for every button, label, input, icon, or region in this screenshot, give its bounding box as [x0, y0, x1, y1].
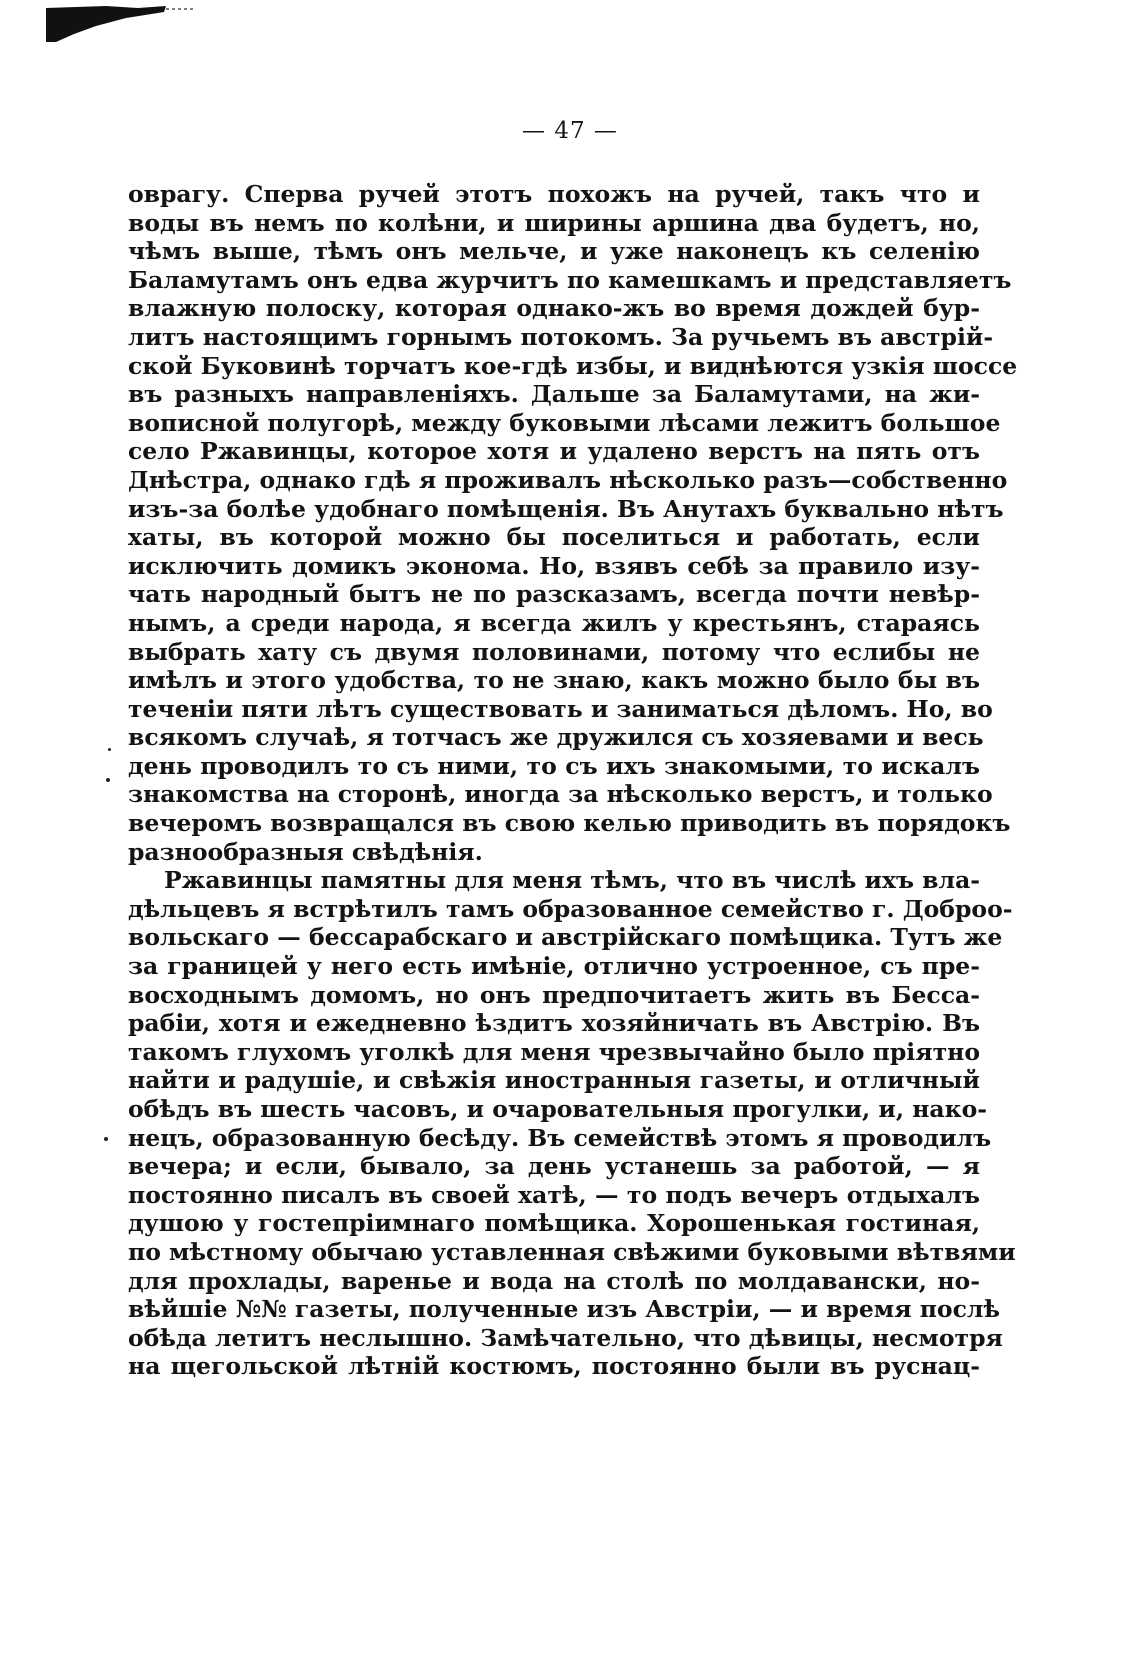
page-number: — 47 —	[522, 118, 618, 144]
text-line: обѣда летитъ неслышно. Замѣчательно, что дѣвицы, несмотря	[128, 1323, 1003, 1352]
text-line: Днѣстра, однако гдѣ я проживалъ нѣсколько разъ—собственно	[128, 465, 1008, 494]
text-line: вечера; и если, бывало, за день устанешь за работой, — я	[128, 1152, 980, 1181]
text-line: воды въ немъ по колѣни, и ширины аршина два будетъ, но,	[128, 208, 980, 237]
text-line: нымъ, а среди народа, я всегда жилъ у крестьянъ, стараясь	[128, 608, 980, 637]
text-line: всякомъ случаѣ, я тотчасъ же дружился съ хозяевами и весь	[128, 723, 984, 752]
scan-speck	[104, 1137, 108, 1141]
text-line: душою у гостепріимнаго помѣщика. Хорошенькая гостиная,	[128, 1209, 980, 1238]
text-line: для прохлады, варенье и вода на столѣ по молдавански, но-	[128, 1266, 980, 1295]
text-line: Баламутамъ онъ едва журчитъ по камешкамъ и представляетъ	[128, 265, 1012, 294]
text-line: ской Буковинѣ торчатъ кое-гдѣ избы, и виднѣются узкія шоссе	[128, 351, 1018, 380]
text-line: такомъ глухомъ уголкѣ для меня чрезвычайно было пріятно	[128, 1037, 981, 1066]
text-line: вѣйшіе №№ газеты, полученные изъ Австріи, — и время послѣ	[128, 1295, 1001, 1324]
paragraph	[128, 180, 1018, 866]
text-line: село Ржавинцы, которое хотя и удалено верстъ на пять отъ	[128, 437, 980, 466]
text-line: имѣлъ и этого удобства, то не знаю, какъ можно было бы въ	[128, 666, 980, 695]
text-line: чѣмъ выше, тѣмъ онъ мельче, и уже наконецъ къ селенію	[128, 237, 980, 266]
text-line: обѣдъ въ шесть часовъ, и очаровательныя прогулки, и, нако-	[128, 1095, 988, 1123]
text-line: чать народный бытъ не по разсказамъ, всегда почти невѣр-	[128, 580, 980, 609]
text-line: хаты, въ которой можно бы поселиться и работать, если	[128, 523, 980, 552]
text-line: исключить домикъ эконома. Но, взявъ себѣ за правило изу-	[128, 551, 980, 580]
text-line: рабіи, хотя и ежедневно ѣздитъ хозяйничать въ Австрію. Въ	[128, 1009, 980, 1038]
paragraph	[128, 866, 1016, 1381]
text-line: вольскаго — бессарабскаго и австрійскаго помѣщика. Тутъ же	[128, 923, 1003, 952]
text-line: на щегольской лѣтній костюмъ, постоянно были въ руснац-	[128, 1352, 980, 1381]
text-line: нецъ, образованную бесѣду. Въ семействѣ этомъ я проводилъ	[128, 1123, 992, 1152]
text-line: оврагу. Сперва ручей этотъ похожъ на ручей, такъ что и	[128, 180, 980, 208]
scan-artifact-mark	[46, 4, 196, 44]
text-line: за границей у него есть имѣніе, отлично устроенное, съ пре-	[128, 952, 980, 981]
text-line: влажную полоску, которая однако-жъ во время дождей бур-	[128, 294, 980, 323]
text-line: вописной полугорѣ, между буковыми лѣсами лежитъ большое	[128, 408, 1001, 437]
text-line: восходнымъ домомъ, но онъ предпочитаетъ жить въ Бесса-	[128, 980, 980, 1009]
text-line: знакомства на сторонѣ, иногда за нѣсколько верстъ, и только	[128, 780, 993, 809]
text-line: въ разныхъ направленіяхъ. Дальше за Баламутами, на жи-	[128, 380, 980, 409]
text-line: найти и радушіе, и свѣжія иностранныя газеты, и отличный	[128, 1066, 980, 1095]
text-line: постоянно писалъ въ своей хатѣ, — то подъ вечеръ отдыхалъ	[128, 1180, 980, 1209]
text-line: разнообразныя свѣдѣнія.	[128, 837, 483, 866]
text-line: вечеромъ возвращался въ свою келью приводить въ порядокъ	[128, 809, 1011, 838]
text-line: литъ настоящимъ горнымъ потокомъ. За ручьемъ въ австрій-	[128, 322, 994, 351]
text-line: Ржавинцы памятны для меня тѣмъ, что въ числѣ ихъ вла-	[164, 866, 981, 895]
text-line: день проводилъ то съ ними, то съ ихъ знакомыми, то искалъ	[128, 751, 980, 780]
scan-speck	[106, 778, 110, 782]
text-line: теченіи пяти лѣтъ существовать и заниматься дѣломъ. Но, во	[128, 694, 993, 723]
text-line: по мѣстному обычаю уставленная свѣжими буковыми вѣтвями	[128, 1237, 1016, 1266]
text-line: выбрать хату съ двумя половинами, потому что еслибы не	[128, 637, 980, 666]
scan-speck	[108, 748, 111, 751]
text-body	[128, 180, 1018, 1381]
text-line: изъ-за болѣе удобнаго помѣщенія. Въ Анутахъ буквально нѣтъ	[128, 494, 1004, 523]
text-line: дѣльцевъ я встрѣтилъ тамъ образованное семейство г. Доброо-	[128, 894, 1013, 923]
